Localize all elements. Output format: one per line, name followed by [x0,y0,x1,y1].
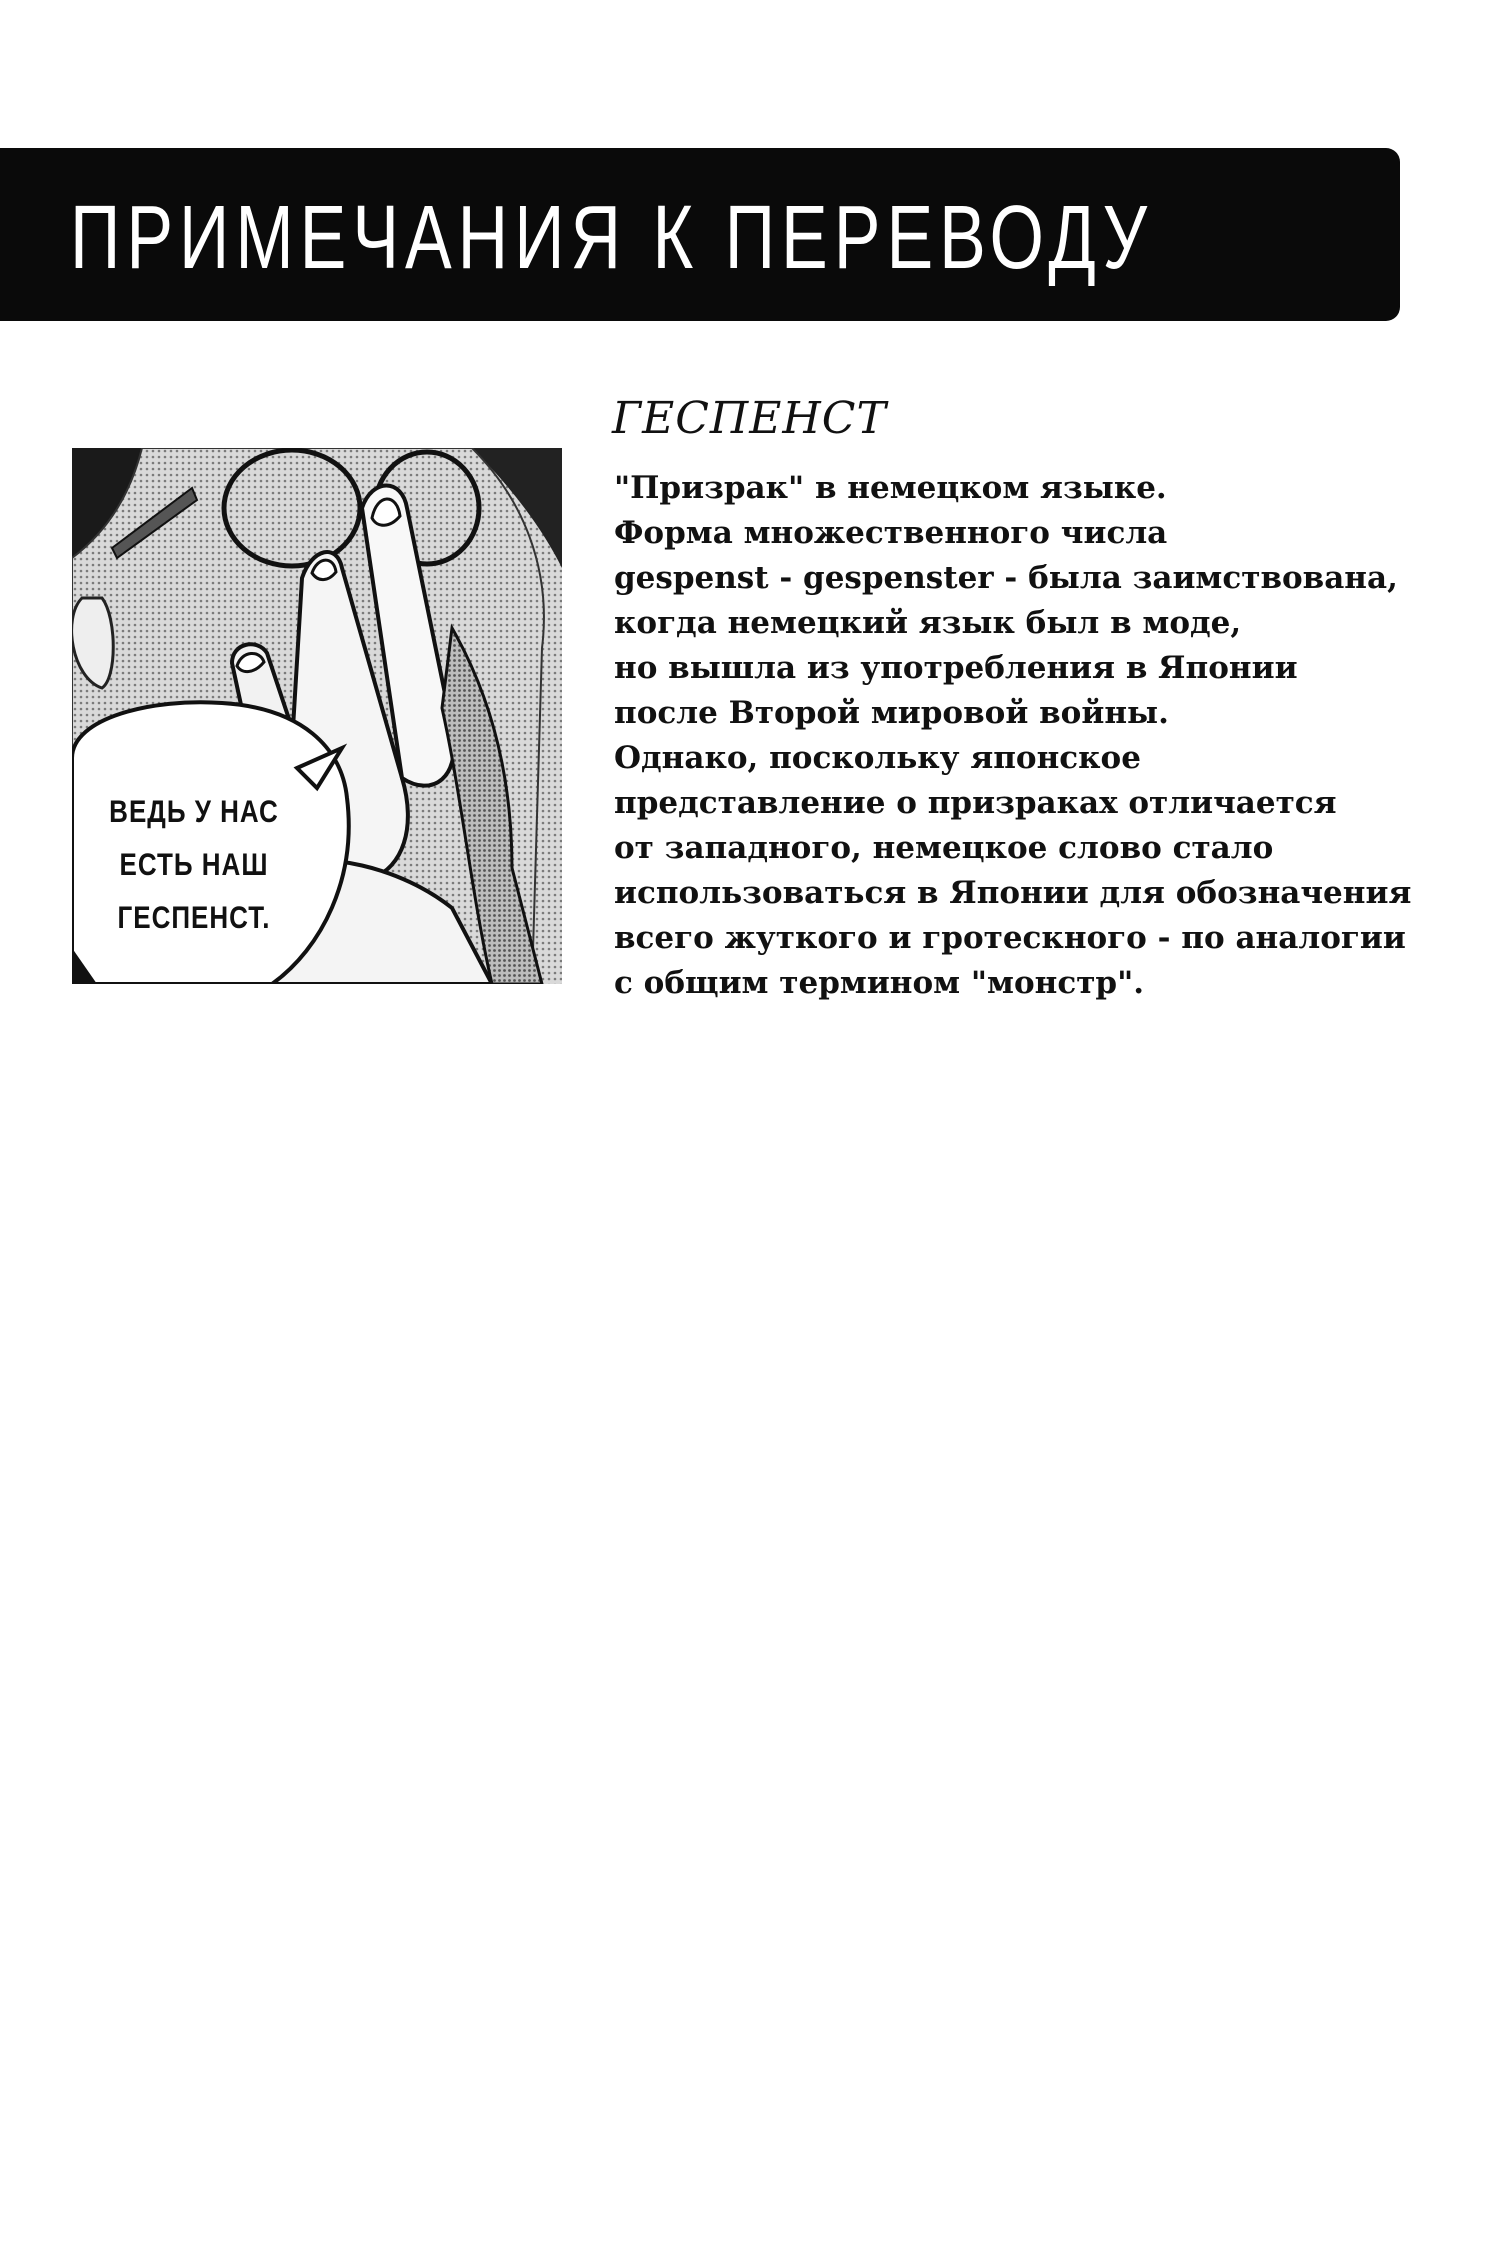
note-line: Форма множественного числа [614,515,1168,551]
note-body [614,466,1494,1006]
note-line: после Второй мировой войны. [614,695,1169,731]
note-line: с общим термином "монстр". [614,965,1145,1001]
note-line: использоваться в Японии для обозначения [614,875,1412,911]
note-line: всего жуткого и гротескного - по аналогии [614,920,1406,956]
note-line: но вышла из употребления в Японии [614,650,1298,686]
note-line: "Призрак" в немецком языке. [614,470,1167,506]
note-line: от западного, немецкое слово стало [614,830,1274,866]
speech-bubble-line: ВЕДЬ У НАС [109,793,279,830]
note-line: представление о призраках отличается [614,785,1337,821]
note-line: когда немецкий язык был в моде, [614,605,1242,641]
note-term-heading: ГЕСПЕНСТ [612,393,887,444]
note-line: gespenst - gespenster - была заимствована, [614,560,1398,596]
note-line: Однако, поскольку японское [614,740,1141,776]
header-bar [0,148,1400,321]
speech-bubble-text [94,785,294,943]
speech-bubble-line: ЕСТЬ НАШ [119,846,269,883]
speech-bubble-line: ГЕСПЕНСТ. [117,899,271,935]
manga-panel-illustration [72,448,562,984]
page-title: ПРИМЕЧАНИЯ К ПЕРЕВОДУ [70,187,1154,288]
